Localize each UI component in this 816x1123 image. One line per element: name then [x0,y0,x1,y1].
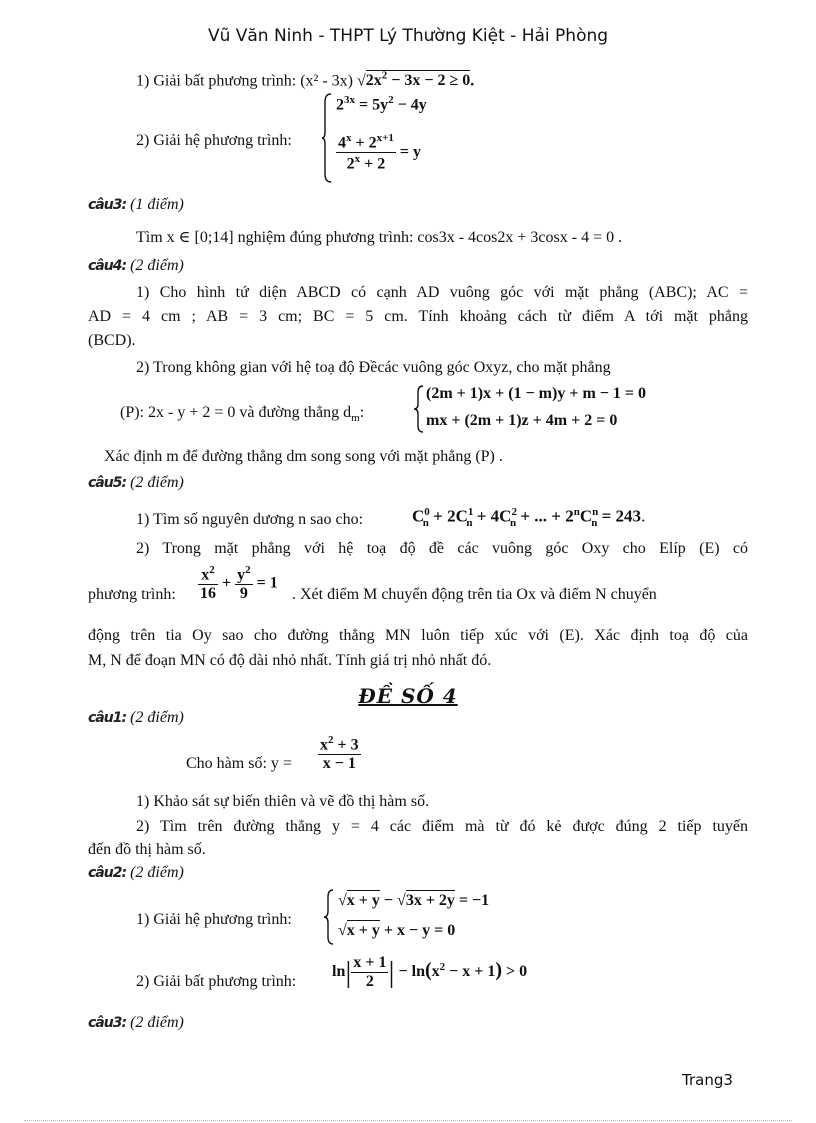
left-brace-icon [322,92,332,184]
page-bottom-divider [24,1120,792,1121]
de4-cau2-p2-label: 2) Giải bất phương trình: [136,973,297,990]
de4-cau2-eq2: √x + y + x − y = 0 [338,922,456,939]
cau5-heading [88,474,184,492]
de4-cau2-p2-math: ln| $\frac{x + 1}{2}$ | − $\ln(x^2 - x + 1) > 0$ [332,954,528,990]
page-header: Vũ Văn Ninh - THPT Lý Thường Kiệt - Hải Phòng [207,26,609,46]
top-item-2-eq1: $2^{3x} = 5y^2 - 4y$ [336,94,427,114]
cau5-p2-line2b: . Xét điểm M chuyển động trên tia Ox và điểm N chuyển [292,586,657,603]
cau5-p1 [136,510,363,530]
de4-cau3-heading [88,1014,184,1032]
cau4-p2-line2-label: (P): 2x - y + 2 = 0 và đường thẳng d [120,404,352,421]
top-item-1-label: 1) Giải bất phương trình: (x² - 3x) [136,72,353,90]
de4-cau3-label: câu3: [88,1015,127,1031]
cau4-p2-eq1: (2m + 1)x + (1 − m)y + m − 1 = 0 [426,385,646,402]
cau3-heading [88,196,184,214]
de4-cau2-heading [88,864,184,882]
top-item-2-label: 2) Giải hệ phương trình: [136,132,292,149]
left-brace-icon [414,384,424,434]
de4-cau2-eq1: √x + y − √3x + 2y = −1 [338,892,490,909]
cau4-p1-line2: AD = 4 cm ; AB = 3 cm; BC = 5 cm. Tính khoảng cách từ điểm A tới mặt phẳng [88,308,748,325]
cau5-label: câu5: [88,475,127,491]
de4-cau1-heading [88,709,184,727]
top-item-2-eq2: $\frac{4^x + 2^{x+1}}{2^x + 2}$ = y [338,132,422,173]
top-item-1 [136,66,474,91]
de4-cau1-function: $\frac{x^2 + 3}{x - 1}$ [320,734,359,773]
cau3-text: Tìm x ∈ [0;14] nghiệm đúng phương trình: cos3x - 4cos2x + 3cosx - 4 = 0 . [136,229,623,246]
cau5-p2-line2a: phương trình: [88,586,176,603]
cau4-points: (2 điểm) [130,257,184,274]
cau4-p1-line1: 1) Cho hình tứ diện ABCD có cạnh AD vuông góc với mặt phẳng (ABC); AC = [136,284,748,301]
cau4-p2-eq2: mx + (2m + 1)z + 4m + 2 = 0 [426,412,618,429]
cau4-heading [88,257,184,275]
cau5-ellipse-eq: $\frac{x^2}{16}$ + $\frac{y^2}{9}$ = 1 [200,564,278,603]
cau5-p2-line3: động trên tia Oy sao cho đường thẳng MN luôn tiếp xúc với (E). Xác định toạ độ của [88,627,748,644]
cau4-label: câu4: [88,258,127,274]
de4-cau2-label: câu2: [88,865,127,881]
de4-cau3-points: (2 điểm) [130,1014,184,1031]
cau5-p1-math: $C^0_n + 2C^1_n + 4C^2_n$ + ... + $2^nC^n_n = 243$. [412,506,646,530]
de4-cau1-p2-line1: 2) Tìm trên đường thẳng y = 4 các điểm mà từ đó kẻ được đúng 2 tiếp tuyến [136,818,748,835]
de4-cau1-p2-line2: đến đồ thị hàm số. [88,841,206,858]
de4-cau2-points: (2 điểm) [130,864,184,881]
cau5-p1-label: 1) Tìm số nguyên dương n sao cho: [136,511,364,528]
top-item-1-math: $√2x^2 - 3x - 2 \ge 0$. [357,70,475,90]
page-number: Trang3 [682,1071,733,1089]
de4-cau1-intro: Cho hàm số: y = [186,755,292,772]
section-title: ĐỀ SỐ 4 [358,684,458,708]
cau3-label: câu3: [88,197,127,213]
cau4-p2-line1: 2) Trong không gian với hệ toạ độ Đềcác vuông góc Oxyz, cho mặt phẳng [136,359,611,376]
left-brace-icon [324,888,334,946]
cau5-p2-line1: 2) Trong mặt phẳng với hệ toạ độ đề các vuông góc Oxy cho Elíp (E) có [136,540,748,557]
de4-cau2-p1-label: 1) Giải hệ phương trình: [136,911,292,928]
cau5-p2-line4: M, N để đoạn MN có độ dài nhỏ nhất. Tính giá trị nhỏ nhất đó. [88,652,492,669]
cau4-p2-line2: (P): 2x - y + 2 = 0 và đường thẳng $d_m$: [120,404,365,425]
de4-cau1-p1: 1) Khảo sát sự biến thiên và vẽ đồ thị hàm số. [136,793,430,810]
cau4-p1-line3: (BCD). [88,332,136,349]
cau4-p2-line3: Xác định m để đường thẳng dm song song với mặt phẳng (P) . [104,448,503,465]
de4-cau1-label: câu1: [88,710,127,726]
de4-cau1-points: (2 điểm) [130,709,184,726]
cau3-points: (1 điểm) [130,196,184,213]
cau5-points: (2 điểm) [130,474,184,491]
